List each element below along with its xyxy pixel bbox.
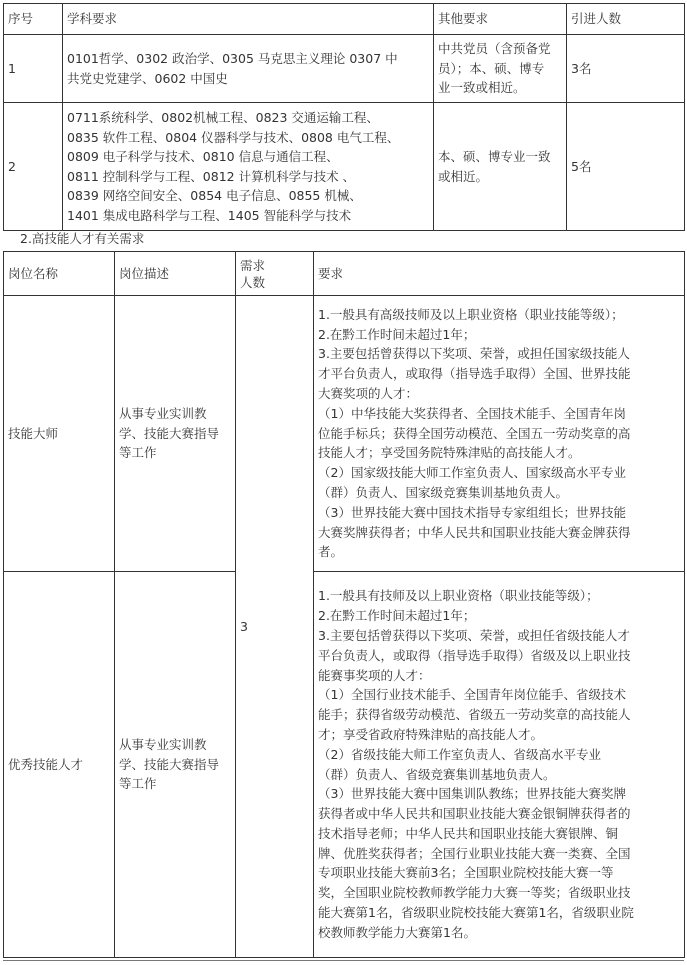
req-line: 者。	[318, 544, 344, 560]
req-line: （1）全国行业技术能手、全国青年岗位能手、省级技术	[318, 687, 626, 703]
subject-line: 0101哲学、0302 政治学、0305 马克思主义理论 0307 中	[67, 51, 398, 66]
row-count: 5名	[567, 103, 685, 231]
header-position-desc: 岗位描述	[115, 252, 236, 296]
position-desc	[115, 572, 236, 958]
other-line: 员）；本、硕、博专	[438, 60, 545, 76]
req-line: 大赛奖牌获得者；中华人民共和国职业技能大赛金牌获得	[318, 524, 631, 540]
position-name: 优秀技能人才	[4, 572, 115, 958]
table-row	[4, 35, 685, 103]
req-line: （群）负责人、省级竞赛集训基地负责人。	[318, 766, 556, 782]
req-line: 能大赛第1名，省级职业院校技能大赛第1名，省级职业院	[318, 905, 634, 921]
req-line: 技术指导老师；中华人民共和国职业技能大赛银牌、铜	[318, 825, 619, 841]
desc-line: 等工作	[119, 445, 157, 461]
req-line: 1.一般具有高级技师及以上职业资格（职业技能等级）；	[318, 306, 624, 322]
req-line: 牌、优胜奖获得者；全国行业职业技能大赛一类赛、全国	[318, 845, 631, 861]
desc-line: 从事专业实训教	[119, 737, 207, 753]
req-line: 1.一般具有技师及以上职业资格（职业技能等级）；	[318, 588, 599, 604]
header-demand-count	[236, 252, 314, 296]
req-line: （2）省级技能大师工作室负责人、省级高水平专业	[318, 746, 601, 762]
row-subjects	[63, 35, 434, 103]
position-name: 技能大师	[4, 296, 115, 572]
other-line: 或相近。	[438, 168, 489, 184]
other-line: 本、硕、博专业一致	[438, 149, 551, 164]
req-line: 3.主要包括曾获得以下奖项、荣誉，或担任国家级技能人	[318, 346, 630, 362]
table-row	[4, 103, 685, 231]
req-line: （群）负责人、国家级竞赛集训基地负责人。	[318, 484, 569, 500]
header-index: 序号	[4, 4, 63, 35]
row-index: 2	[4, 103, 63, 231]
position-desc	[115, 296, 236, 572]
req-line: 位能手标兵；获得全国劳动模范、全国五一劳动奖章的高	[318, 425, 631, 441]
table-row	[4, 572, 685, 958]
req-line: （2）国家级技能大师工作室负责人、国家级高水平专业	[318, 465, 626, 481]
req-line: 能赛事奖项的人才：	[318, 667, 431, 683]
skilled-talent-table	[3, 251, 685, 958]
req-line: （1）中华技能大奖获得者、全国技术能手、全国青年岗	[318, 405, 626, 421]
header-subjects: 学科要求	[63, 4, 434, 35]
req-line: 能手；获得省级劳动模范、省级五一劳动奖章的高技能人	[318, 707, 631, 723]
row-other	[434, 35, 567, 103]
subject-requirements-table	[3, 3, 685, 231]
table1-header-row	[4, 4, 685, 35]
row-subjects	[63, 103, 434, 231]
req-line: 2.在黔工作时间未超过1年；	[318, 326, 476, 342]
subject-line: 0809 电子科学与技术、0810 信息与通信工程、	[67, 149, 339, 164]
req-line: 才；享受省政府特殊津贴的高技能人才。	[318, 726, 544, 742]
subject-line: 0839 网络空间安全、0854 电子信息、0855 机械、	[67, 188, 362, 203]
subject-line: 0835 软件工程、0804 仪器科学与技术、0808 电气工程、	[67, 129, 400, 145]
req-line: 技能人才；享受国务院特殊津贴的高技能人才。	[318, 445, 581, 461]
req-line: 校教师教学能力大赛第1名。	[318, 924, 476, 940]
req-line: 专项职业技能大赛前3名；全国职业院校技能大赛一等	[318, 865, 614, 881]
req-line: 才平台负责人，或取得（指导选手取得）全国、世界技能	[318, 366, 631, 382]
page-bottom-divider	[3, 960, 684, 961]
other-line: 中共党员（含预备党	[438, 41, 551, 57]
subject-line: 共党史党建学、0602 中国史	[67, 70, 228, 86]
position-requirements	[314, 572, 685, 958]
desc-line: 学、技能大赛指导	[119, 425, 220, 441]
header-other: 其他要求	[434, 4, 567, 35]
req-line: （3）世界技能大赛中国集训队教练；世界技能大赛奖牌	[318, 786, 626, 802]
row-count: 3名	[567, 35, 685, 103]
req-line: 奖，全国职业院校教师教学能力大赛一等奖；省级职业技	[318, 885, 631, 901]
row-other	[434, 103, 567, 231]
table-row	[4, 296, 685, 572]
other-line: 业一致或相近。	[438, 80, 526, 96]
header-requirements: 要求	[314, 252, 685, 296]
header-position-name: 岗位名称	[4, 252, 115, 296]
req-line: 大赛奖项的人才：	[318, 386, 419, 401]
section-title: 2.高技能人才有关需求	[20, 231, 145, 246]
subject-line: 1401 集成电路科学与工程、1405 智能科学与技术	[67, 207, 352, 223]
subject-line: 0811 控制科学与工程、0812 计算机科学与技术 、	[67, 168, 356, 184]
subject-line: 0711系统科学、0802机械工程、0823 交通运输工程、	[67, 110, 379, 125]
req-line: 2.在黔工作时间未超过1年；	[318, 608, 476, 624]
req-line: （3）世界技能大赛中国技术指导专家组组长；世界技能	[318, 504, 626, 520]
desc-line: 等工作	[119, 776, 157, 792]
table2-header-row	[4, 252, 685, 296]
header-count-line: 需求	[240, 257, 266, 273]
header-count: 引进人数	[567, 4, 685, 35]
req-line: 3.主要包括曾获得以下奖项、荣誉，或担任省级技能人才	[318, 627, 630, 643]
position-requirements	[314, 296, 685, 572]
desc-line: 从事专业实训教	[119, 406, 207, 422]
demand-count: 3	[236, 296, 314, 958]
header-count-line: 人数	[240, 274, 266, 290]
req-line: 平台负责人，或取得（指导选手取得）省级及以上职业技	[318, 647, 631, 663]
req-line: 获得者或中华人民共和国职业技能大赛金银铜牌获得者的	[318, 806, 631, 822]
desc-line: 学、技能大赛指导	[119, 756, 220, 772]
row-index: 1	[4, 35, 63, 103]
